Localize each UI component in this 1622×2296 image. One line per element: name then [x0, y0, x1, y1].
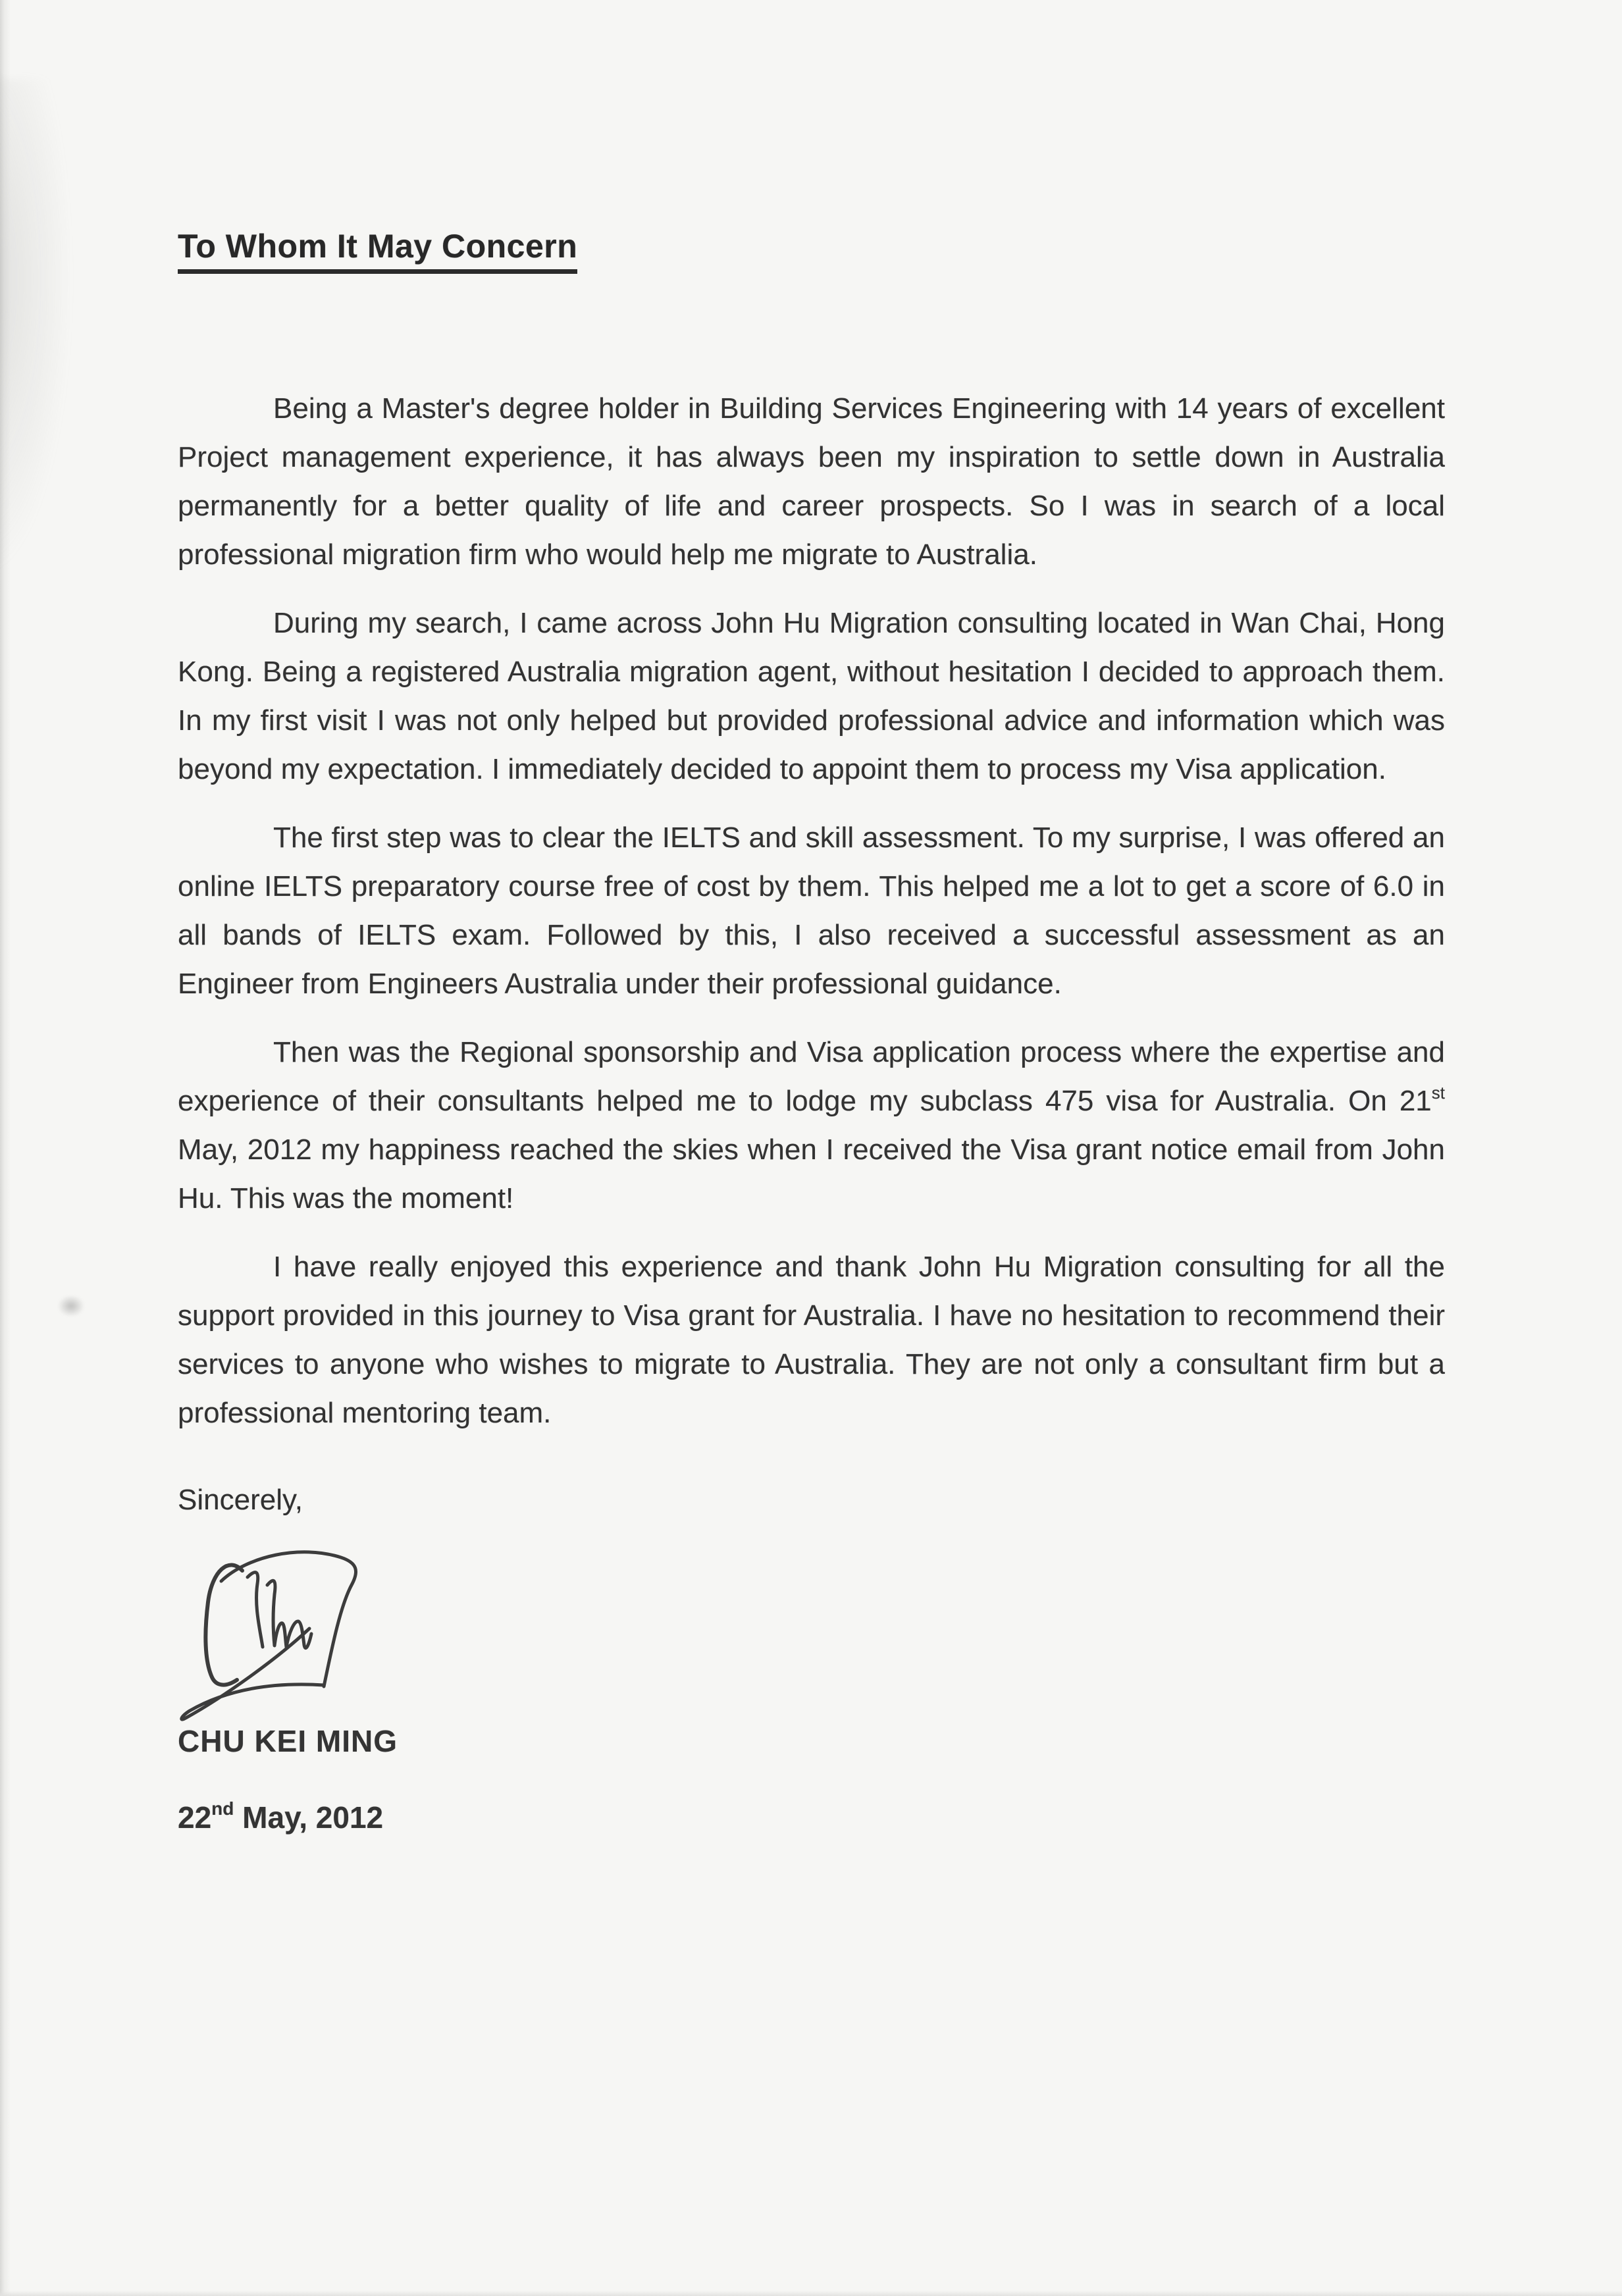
paragraph-text: Then was the Regional sponsorship and Visa application process where the expertise and experience of their consultants helped me to lodge my subclass 475 visa for Australia. On 21	[178, 1036, 1445, 1117]
letter-date	[178, 1798, 1445, 1837]
date-day: 22	[178, 1800, 212, 1835]
signature-area	[178, 1525, 1445, 1722]
paragraph-ielts-assessment	[178, 814, 1445, 1008]
paragraph-introduction	[178, 384, 1445, 579]
date-ordinal-superscript: nd	[211, 1798, 234, 1819]
ordinal-superscript: st	[1431, 1083, 1445, 1103]
scan-corner-smudge	[0, 79, 72, 579]
handwritten-signature-icon	[169, 1530, 445, 1767]
paragraph-recommendation	[178, 1243, 1445, 1438]
letter-body	[178, 0, 1445, 1837]
letter-title: To Whom It May Concern	[178, 227, 577, 274]
scan-speck	[58, 1295, 84, 1317]
paragraph-text: I have really enjoyed this experience and thank John Hu Migration consulting for all the support provided in this journey to Visa grant for Australia. I have no hesitation to recommend their services to anyone who wishes to migrate to Australia. They are not only a consultant firm but a professional mentoring team.	[178, 1251, 1445, 1429]
paragraph-finding-firm	[178, 599, 1445, 794]
paragraph-text: May, 2012 my happiness reached the skies when I received the Visa grant notice email from John Hu. This was the moment!	[178, 1134, 1445, 1214]
paragraph-visa-grant	[178, 1028, 1445, 1223]
scan-bottom-edge-shadow	[0, 2291, 1622, 2296]
closing-salutation: Sincerely,	[178, 1484, 303, 1516]
signer-name: CHU KEI MING	[178, 1724, 398, 1758]
paragraph-text: The first step was to clear the IELTS and skill assessment. To my surprise, I was offered an online IELTS preparatory course free of cost by them. This helped me a lot to get a score of 6.0 in all bands of IELTS exam. Followed by this, I also received a successful assessment as an Engineer from Engineers Australia under their professional guidance.	[178, 822, 1445, 1000]
paragraph-text: Being a Master's degree holder in Building Services Engineering with 14 years of excellent Project management experience, it has always been my inspiration to settle down in Australia permanently for a better quality of life and career prospects. So I was in search of a local professional migration firm who would help me migrate to Australia.	[178, 392, 1445, 571]
date-rest: May, 2012	[234, 1800, 384, 1835]
paragraph-text: During my search, I came across John Hu Migration consulting located in Wan Chai, Hong Kong. Being a registered Australia migration agent, without hesitation I decided to approach them. In my first visit I was not only helped but provided professional advice and information which was beyond my expectation. I immediately decided to appoint them to process my Visa application.	[178, 607, 1445, 785]
